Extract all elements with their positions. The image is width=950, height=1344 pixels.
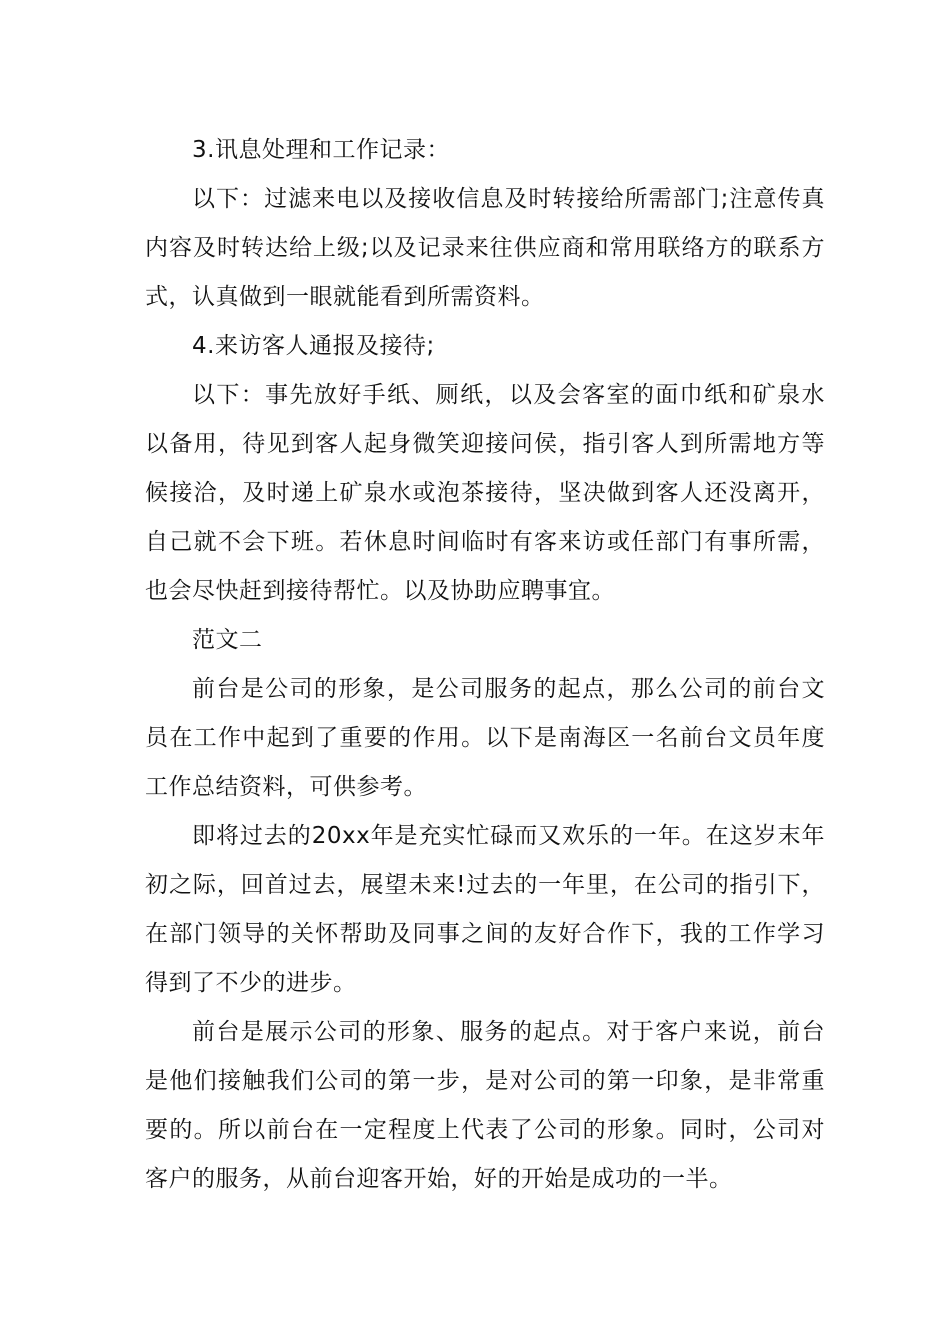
section-heading: 范文二	[192, 627, 263, 653]
paragraph: 前台是公司的形象，是公司服务的起点，那么公司的前台文员在工作中起到了重要的作用。以下是南海区一名前台文员年度工作总结资料，可供参考。	[145, 676, 825, 800]
document-body	[145, 126, 825, 1204]
paragraph: 以下：过滤来电以及接收信息及时转接给所需部门;注意传真内容及时转达给上级;以及记录来往供应商和常用联络方的联系方式，认真做到一眼就能看到所需资料。	[145, 186, 825, 310]
paragraph-heading-4: 4.来访客人通报及接待;	[192, 333, 435, 359]
paragraph: 以下：事先放好手纸、厕纸，以及会客室的面巾纸和矿泉水以备用，待见到客人起身微笑迎接问侯，指引客人到所需地方等候接洽，及时递上矿泉水或泡茶接待，坚决做到客人还没离开，自己就不会下班。若休息时间临时有客来访或任部门有事所需，也会尽快赶到接待帮忙。以及协助应聘事宜。	[145, 382, 825, 604]
paragraph: 前台是展示公司的形象、服务的起点。对于客户来说，前台是他们接触我们公司的第一步，是对公司的第一印象，是非常重要的。所以前台在一定程度上代表了公司的形象。同时，公司对客户的服务，从前台迎客开始，好的开始是成功的一半。	[145, 1019, 825, 1192]
paragraph: 即将过去的20xx年是充实忙碌而又欢乐的一年。在这岁末年初之际，回首过去，展望未来!过去的一年里，在公司的指引下，在部门领导的关怀帮助及同事之间的友好合作下，我的工作学习得到了不少的进步。	[145, 823, 825, 996]
paragraph-heading-3: 3.讯息处理和工作记录：	[192, 137, 450, 163]
